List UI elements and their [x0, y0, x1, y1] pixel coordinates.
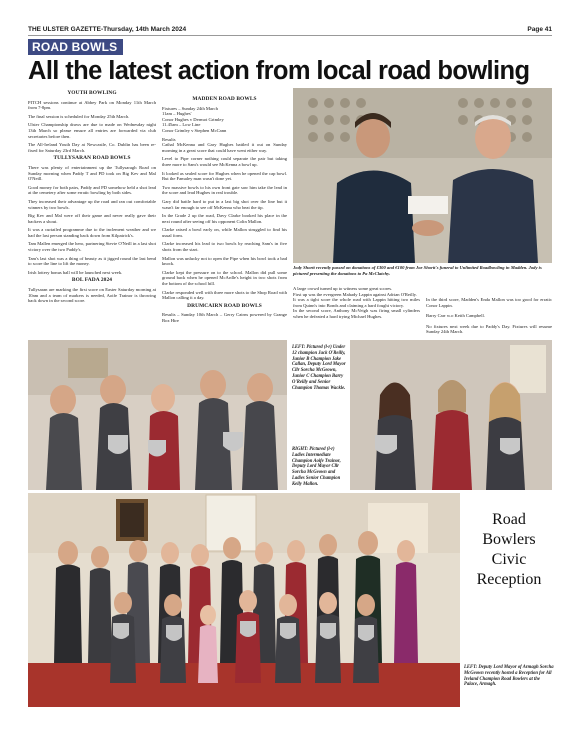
paragraph: Clarke raised a bowl early on, while Mallon struggled to find his usual form. [162, 227, 287, 238]
page-header [28, 24, 552, 36]
photo-champions-right [350, 340, 552, 490]
subhead-drumcairn: DRUMCAIRN ROAD BOWLS [187, 302, 262, 309]
paragraph: They increased their advantage up the road and ran out comfortable winners by two bowls. [28, 198, 156, 210]
paragraph: In the third score, Madden's Enda Mallon was too good for erratic Conor Lappin. [426, 297, 552, 308]
paragraph: Clarke kept the pressure on to the school. Mallon did pull some ground back when he opened McArdle's height in two shots from the bottom of the school hill. [162, 269, 287, 287]
paragraph: Tam's last shot was a thing of beauty as it jigged round the last bend to score the line to lift the money. [28, 255, 156, 267]
paragraph: Irish lottery bonus ball will be launched next week. [28, 269, 123, 275]
paragraph: The All-Ireland Youth Day at Newcastle, Co. Dublin has been re-fixed for Saturday 23rd March. [28, 142, 156, 153]
article-column-1 [28, 88, 156, 307]
paragraph: There was plenty of entertainment up the Tullysaragh Road on Sunday morning when Paddy T and PD took on Big Kev and Mal O'Neill. [28, 164, 156, 182]
paragraph: It was a curtailed programme due to the inclement weather and we had the last person standing back down from Kilpatrick's. [28, 227, 156, 238]
paragraph: Two massive bowls to his own front gate saw him take the lead in the score and lead Hughes in real trouble. [162, 184, 287, 196]
fixture-line: Fixtures – Sunday 24th March [162, 105, 218, 111]
results-label: Results [162, 136, 176, 142]
paragraph: Barry Carr w.o Keith Campbell. [426, 313, 485, 319]
caption-left-photo: LEFT: Pictured (l-r) Under 12 champion Jack O'Reilly, Junior B Champion Jake Callan, Deputy Lord Mayor Cllr Sorcha McGeown, Junior C Champion Barry O'Reilly and Senior Champion Thomas Wackle. [292, 345, 346, 391]
photo-donation-caption: Jody Shortt recently passed on donations of £300 and €100 from Joe Shortt's funeral to Unlimited Roadbowling in Madden. Jody is pictured presenting the donations to Pa McClatchy. [293, 265, 542, 276]
photo-civic-reception [28, 493, 460, 707]
caption-right-photo: RIGHT: Pictured (l-r) Ladies Intermediate Champion Aoife Trainor, Deputy Lord Mayor Cllr Sorcha McGeown and Ladies Senior Champion Kelly Mallon. [292, 447, 341, 487]
paragraph: PITCH sessions continue at Abbey Park on Monday 11th March from 7-8pm. [28, 99, 156, 111]
paragraph: First up was the evergreen Mahady Lappin against Adrian O'Reilly. [293, 291, 417, 297]
reception-title [464, 510, 554, 590]
photo-champions-left [28, 340, 287, 490]
caption-reception: LEFT: Deputy Lord Mayor of Armagh Sorcha McGeown recently hosted a Reception for All Ireland Champion Road Bowlers at the Palace, Armagh. [464, 665, 554, 688]
paragraph: The final session is scheduled for Monday 25th March. [28, 113, 130, 119]
reception-title-line: Bowlers [482, 531, 536, 548]
fixture-line: 11am – Hughes' [162, 111, 192, 117]
subhead-youth-bowling: YOUTH BOWLING [67, 90, 117, 96]
paragraph: Tam Mallen emerged the hero, partnering Stevie O'Neill in a last shot victory over the two Paddy's. [28, 241, 156, 253]
paragraph: Clarke responded well with three more shots to the Shop Road with Mallon calling it a day. [162, 289, 287, 301]
paragraph: In the second score, Anthony McVeigh was firing small cylinders when he defeated a hard trying Michael Hughes. [293, 308, 420, 319]
photo-donation [293, 88, 552, 263]
headline: All the latest action from local road bowling [28, 57, 530, 85]
paragraph: It was a tight score the whole road with Lappin hitting two miles from Quinn's into Bonds and claiming a hard fought victory. [293, 297, 420, 308]
paragraph: It looked as sealed score for Hughes when he opened the cap bowl. But the Famaley man wasn't done yet. [162, 170, 287, 182]
paragraph: Tullysaran are marking the first score on Easter Saturday morning at 10am and a team of markers is needed, Aoife Trainor is throwing back down in the second score. [28, 287, 156, 304]
fixture-line: Conor Grimley v Stephen McCann [162, 127, 227, 133]
paragraph: A large crowd turned up to witness some great scores. [293, 286, 393, 291]
reception-title-line: Civic [491, 551, 527, 568]
reception-title-line: Road [492, 511, 526, 528]
paragraph: In the Grade 2 up the road, Davy Clarke booked his place in the next round after seeing off his opponent Colin Mallon. [162, 213, 287, 224]
paragraph: Big Kev and Mal were off their game and never really gave their backers a shout. [28, 213, 156, 224]
reception-title-line: Reception [476, 571, 542, 588]
subhead-tullysaran: TULLYSARAN ROAD BOWLS [53, 155, 131, 162]
article-column-4 [426, 297, 552, 338]
paragraph: Mallon was unlucky not to open the Pipe when his bowl took a bad knock. [162, 255, 287, 267]
paragraph: Level to Pipe corner nothing could separate the pair but taking three more to Sam's would see McKenna a bowl up. [162, 156, 287, 167]
paragraph: Cathal McKenna and Gary Hughes battled it out on Sunday morning in a great score that could have went either way. [162, 142, 287, 153]
subhead-bol-fada: BOL FADA 2024 [71, 277, 113, 284]
paragraph: Gary did battle hard to put in a last big shot over the line but it wasn't far enough to see off McKenna who beat the tip. [162, 198, 287, 210]
fixture-line: 11.45am – Low Line [162, 122, 201, 128]
paragraph: Ulster Championship draws are due to made on Wednesday night 13th March so please ensure all entries are forwarded via club secretaries before then. [28, 122, 156, 139]
paragraph: Results – Sunday 10th March – Gerry Cairns powered by Grange Box Hire [162, 312, 287, 323]
paragraph: Clarke increased his lead to two bowls by reaching Sam's in five shots from the start. [162, 241, 287, 253]
paragraph: No fixtures next week due to Paddy's Day. Fixtures will resume Sunday 24th March. [426, 323, 552, 335]
fixture-line: Conor Hughes v Dermot Grimley [162, 116, 224, 122]
header-publication: THE ULSTER GAZETTE-Thursday, 14th March 2024 [28, 26, 187, 33]
article-column-3 [293, 286, 420, 320]
section-label: ROAD BOWLS [28, 39, 123, 55]
subhead-madden: MADDEN ROAD BOWLS [192, 96, 257, 102]
header-page-number: Page 41 [527, 26, 552, 33]
section-tag [28, 38, 552, 52]
paragraph: Good money for both pairs, Paddy and PD somehow held a shot lead at the cemetery after some erratic bowling by both sides. [28, 184, 156, 196]
article-column-2 [162, 94, 287, 327]
